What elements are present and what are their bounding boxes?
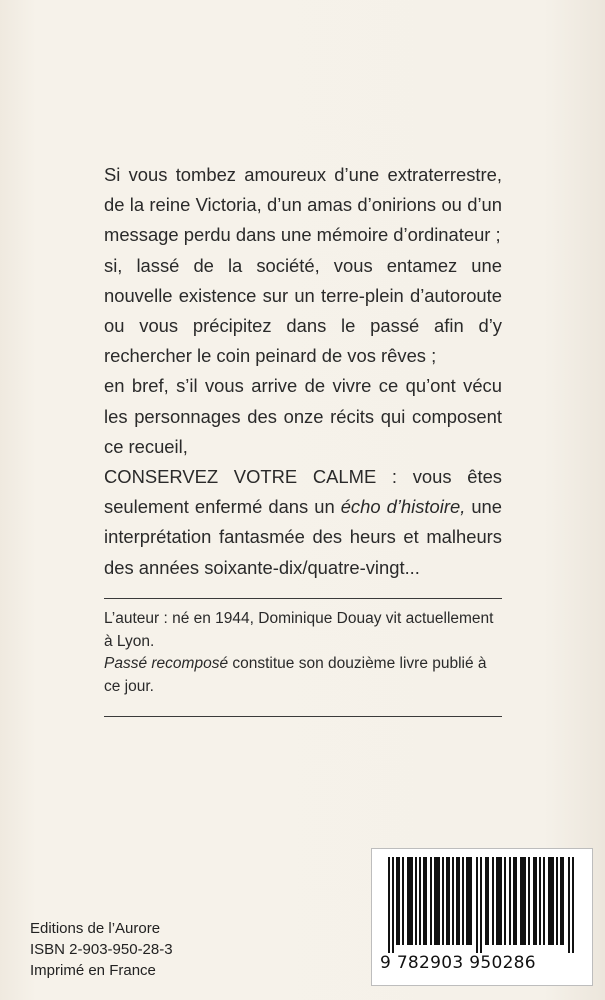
author-book-note	[104, 653, 502, 698]
author-book-note-rest: constitue son douzième livre publié à ce jour.	[104, 655, 487, 695]
printed-in: Imprimé en France	[30, 962, 156, 979]
publisher-name: Editions de l’Aurore	[30, 920, 161, 937]
divider-bottom	[104, 716, 502, 717]
blurb-text-b: une interprétation fantasmée des heurs et malheurs des années soixante-dix/quatre-vingt...	[104, 496, 503, 578]
isbn-text: ISBN 2-903-950-28-3	[30, 941, 173, 958]
blurb-text-a: : vous êtes seulement enfermé dans un	[104, 466, 502, 518]
divider-top	[104, 598, 502, 599]
author-note	[104, 608, 502, 698]
blurb-paragraph-4	[104, 462, 502, 583]
barcode-digits: 9 782903 950286	[380, 953, 536, 973]
blurb-caps-phrase: CONSERVEZ VOTRE CALME	[104, 466, 377, 488]
author-bio: L’auteur : né en 1944, Dominique Douay vit actuellement à Lyon.	[104, 610, 494, 650]
blurb-paragraph-3: en bref, s’il vous arrive de vivre ce qu’ont vécu les personnages des onze récits qui composent ce recueil,	[104, 375, 502, 457]
blurb-italic-phrase: écho d’histoire,	[340, 496, 466, 518]
book-title: Passé recomposé	[104, 655, 229, 672]
blurb-paragraph-1: Si vous tombez amoureux d’une extraterrestre, de la reine Victoria, d’un amas d’onirions ou d’un message perdu dans une mémoire d’ordinateur ;	[104, 164, 502, 246]
blurb-text	[104, 160, 502, 583]
publisher-info	[30, 918, 173, 981]
barcode	[371, 848, 593, 986]
blurb-paragraph-2: si, lassé de la société, vous entamez une nouvelle existence sur un terre-plein d’autoroute ou vous précipitez dans le passé afin d’y rechercher le coin peinard de vos rêves ;	[104, 254, 502, 367]
barcode-bars-icon	[388, 857, 580, 953]
